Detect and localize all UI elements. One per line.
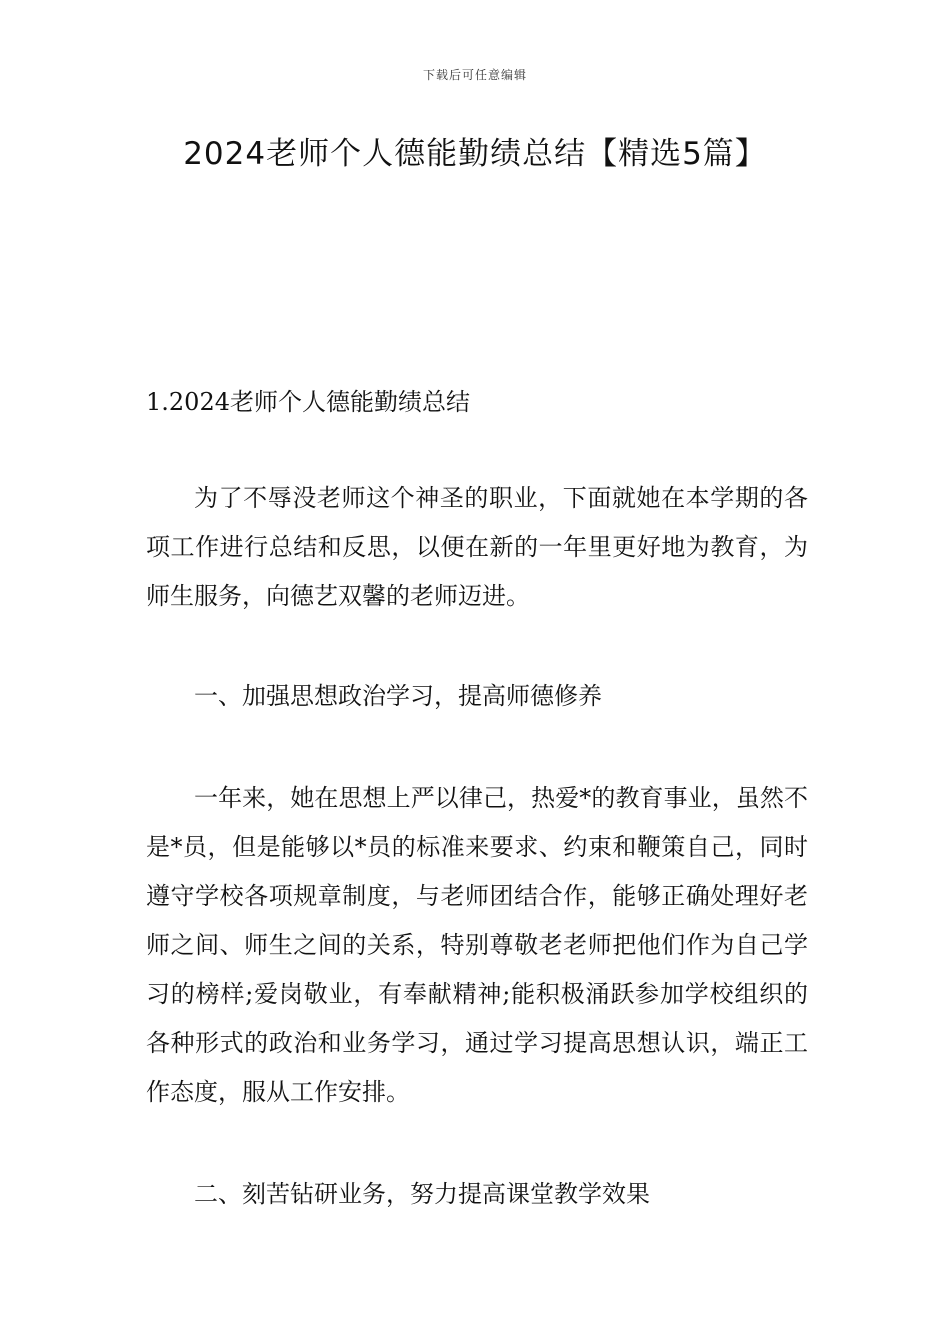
section-heading: 1.2024老师个人德能勤绩总结 [146, 388, 470, 416]
document-title: 2024老师个人德能勤绩总结【精选5篇】 [183, 136, 767, 172]
header-note: 下载后可任意编辑 [422, 68, 527, 82]
subheading-two: 二、刻苦钻研业务，努力提高课堂教学效果 [194, 1180, 650, 1208]
body-paragraph-one: 一年来，她在思想上严以律己，热爱*的教育事业，虽然不是*员，但是能够以*员的标准来要求、约束和鞭策自己，同时遵守学校各项规章制度，与老师团结合作，能够正确处理好老师之间、师生之间的关系，特别尊敬老老师把他们作为自己学习的榜样;爱岗敬业，有奉献精神;能积极涌跃参加学校组织的各种形式的政治和业务学习，通过学习提高思想认识，端正工作态度，服从工作安排。 [146, 784, 808, 1106]
intro-paragraph: 为了不辱没老师这个神圣的职业，下面就她在本学期的各项工作进行总结和反思，以便在新的一年里更好地为教育，为师生服务，向德艺双馨的老师迈进。 [146, 484, 808, 610]
subheading-one: 一、加强思想政治学习，提高师德修养 [194, 682, 602, 710]
